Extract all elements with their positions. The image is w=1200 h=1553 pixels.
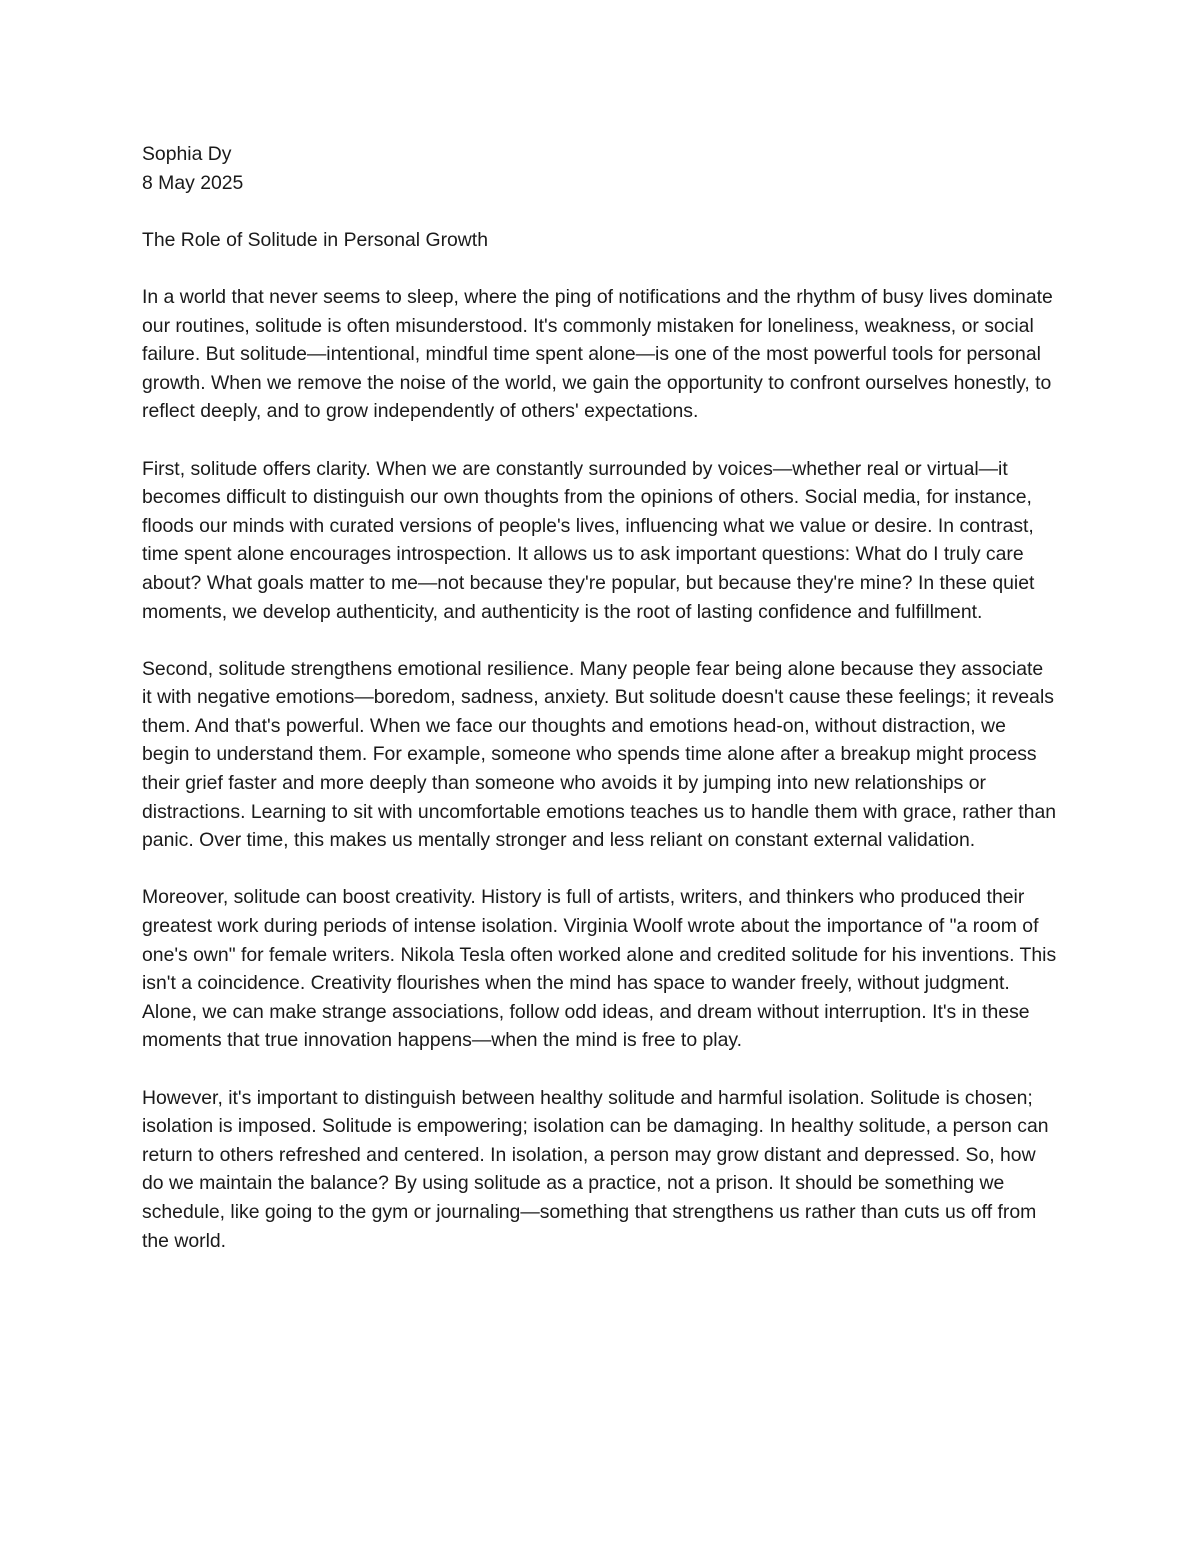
paragraph-5: However, it's important to distinguish between healthy solitude and harmful isolation. Solitude is chosen; isolation is imposed. Solitude is empowering; isolation can be damaging. In healthy solitude, a person can return to others refreshed and centered. In isolation, a person may grow distant and depressed. So, how do we maintain the balance? By using solitude as a practice, not a prison. It should be something we schedule, like going to the gym or journaling—something that strengthens us rather than cuts us off from the world.: [142, 1086, 1049, 1252]
spacer: [142, 197, 1058, 226]
paragraph-2: First, solitude offers clarity. When we are constantly surrounded by voices—whether real or virtual—it becomes difficult to distinguish our own thoughts from the opinions of others. Social media, for instance, floods our minds with curated versions of people's lives, influencing what we value or desire. In contrast, time spent alone encourages introspection. It allows us to ask important questions: What do I truly care about? What goals matter to me—not because they're popular, but because they're mine? In these quiet moments, we develop authenticity, and authenticity is the root of lasting confidence and fulfillment.: [142, 457, 1035, 623]
paragraph-3: Second, solitude strengthens emotional resilience. Many people fear being alone because they associate it with negative emotions—boredom, sadness, anxiety. But solitude doesn't cause these feelings; it reveals them. And that's powerful. When we face our thoughts and emotions head-on, without distraction, we begin to understand them. For example, someone who spends time alone after a breakup might process their grief faster and more deeply than someone who avoids it by jumping into new relationships or distractions. Learning to sit with uncomfortable emotions teaches us to handle them with grace, rather than panic. Over time, this makes us mentally stronger and less reliant on constant external validation.: [142, 657, 1057, 852]
document-date: 8 May 2025: [142, 171, 244, 194]
paragraph-1: In a world that never seems to sleep, where the ping of notifications and the rhythm of busy lives dominate our routines, solitude is often misunderstood. It's commonly mistaken for loneliness, weakness, or social failure. But solitude—intentional, mindful time spent alone—is one of the most powerful tools for personal growth. When we remove the noise of the world, we gain the opportunity to confront ourselves honestly, to reflect deeply, and to grow independently of others' expectations.: [142, 285, 1053, 423]
document-body: [142, 140, 1058, 1255]
author-name: Sophia Dy: [142, 143, 232, 165]
essay-title: The Role of Solitude in Personal Growth: [142, 228, 488, 251]
paragraph-4: Moreover, solitude can boost creativity. History is full of artists, writers, and thinkers who produced their greatest work during periods of intense isolation. Virginia Woolf wrote about the importance of "a room of one's own" for female writers. Nikola Tesla often worked alone and credited solitude for his inventions. This isn't a coincidence. Creativity flourishes when the mind has space to wander freely, without judgment. Alone, we can make strange associations, follow odd ideas, and dream without interruption. It's in these moments that true innovation happens—when the mind is free to play.: [142, 886, 1057, 1052]
spacer: [142, 254, 1058, 283]
